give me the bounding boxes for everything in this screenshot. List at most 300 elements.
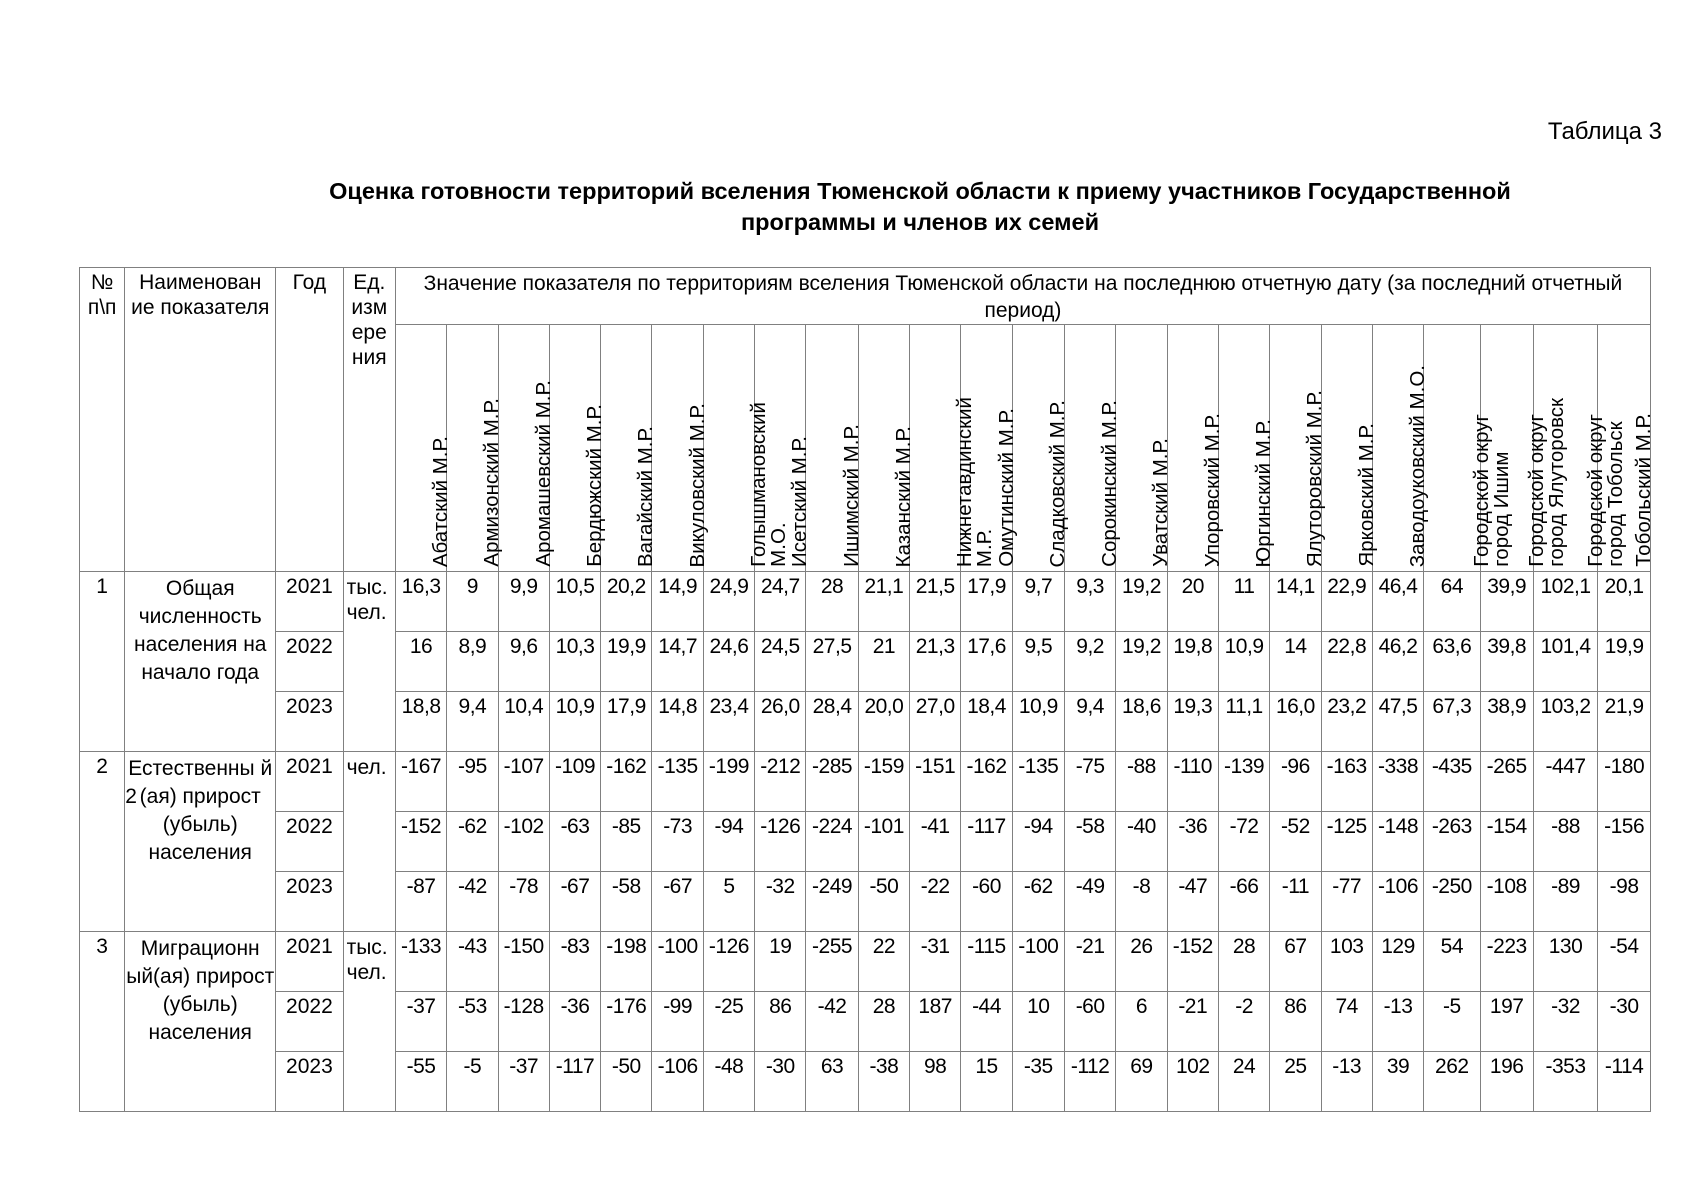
value-cell: 14,7 <box>652 632 703 692</box>
value-cell: -106 <box>652 1052 703 1112</box>
value-cell: -167 <box>395 752 446 812</box>
value-cell: -87 <box>395 872 446 932</box>
territory-label: Сладковский М.Р. <box>1046 399 1070 567</box>
indicator-index: 1 <box>80 572 125 752</box>
value-cell: 98 <box>910 1052 961 1112</box>
value-cell: -125 <box>1321 812 1372 872</box>
value-cell: -88 <box>1533 812 1597 872</box>
value-cell: 6 <box>1116 992 1167 1052</box>
value-cell: -42 <box>447 872 498 932</box>
value-cell: -100 <box>652 932 703 992</box>
value-cell: -152 <box>395 812 446 872</box>
table-row <box>80 632 1651 692</box>
territory-label: Армизонский М.Р. <box>480 398 504 567</box>
table-row <box>80 812 1651 872</box>
value-cell: 23,2 <box>1321 692 1372 752</box>
value-cell: 10,5 <box>549 572 600 632</box>
value-cell: -159 <box>858 752 909 812</box>
value-cell: 20,1 <box>1598 572 1651 632</box>
value-cell: -35 <box>1012 1052 1064 1112</box>
territory-label: Аромашевский М.Р. <box>531 380 555 567</box>
value-cell: -52 <box>1270 812 1321 872</box>
header-territory <box>395 325 453 572</box>
value-cell: 86 <box>755 992 806 1052</box>
value-cell: -67 <box>652 872 703 932</box>
value-cell: -53 <box>447 992 498 1052</box>
indicator-name <box>125 572 276 752</box>
value-cell: -212 <box>755 752 806 812</box>
territory-label: Казанский М.Р. <box>891 425 915 567</box>
value-cell: 11 <box>1218 572 1269 632</box>
value-cell: -96 <box>1270 752 1321 812</box>
value-cell: -48 <box>703 1052 754 1112</box>
header-year: Год <box>276 268 343 572</box>
value-cell: 14,8 <box>652 692 703 752</box>
header-territory <box>755 325 812 572</box>
header-territory <box>858 325 915 572</box>
value-cell: -135 <box>1012 752 1064 812</box>
indicator-index: 3 <box>80 932 125 1112</box>
value-cell: -78 <box>498 872 549 932</box>
value-cell: -156 <box>1598 812 1651 872</box>
value-cell: -126 <box>755 812 806 872</box>
value-cell: 21,9 <box>1598 692 1651 752</box>
value-cell: 24,6 <box>703 632 754 692</box>
value-cell: -44 <box>961 992 1012 1052</box>
territory-label: Городской округ город Тобольск <box>1583 414 1627 567</box>
value-cell: -117 <box>549 1052 600 1112</box>
value-cell: -21 <box>1064 932 1115 992</box>
territory-label: Сорокинский М.Р. <box>1098 400 1122 567</box>
value-cell: 19,8 <box>1167 632 1218 692</box>
value-cell: -95 <box>447 752 498 812</box>
indicator-name <box>125 932 276 1112</box>
value-cell: -447 <box>1533 752 1597 812</box>
header-territory <box>498 325 555 572</box>
value-cell: -58 <box>1064 812 1115 872</box>
value-cell: -180 <box>1598 752 1651 812</box>
indicator-index: 2 <box>80 752 125 932</box>
value-cell: -85 <box>601 812 652 872</box>
stray-mark: 2 <box>125 785 137 808</box>
value-cell: -101 <box>858 812 909 872</box>
value-cell: 9,6 <box>498 632 549 692</box>
value-cell: -176 <box>601 992 652 1052</box>
value-cell: 10 <box>1012 992 1064 1052</box>
value-cell: 10,9 <box>549 692 600 752</box>
header-territory <box>1372 325 1429 572</box>
value-cell: -62 <box>1012 872 1064 932</box>
value-cell: 17,9 <box>961 572 1012 632</box>
value-cell: 15 <box>961 1052 1012 1112</box>
value-cell: -265 <box>1480 752 1533 812</box>
value-cell: -199 <box>703 752 754 812</box>
year-cell: 2023 <box>276 872 343 932</box>
value-cell: 22,8 <box>1321 632 1372 692</box>
value-cell: 21,1 <box>858 572 909 632</box>
year-cell: 2022 <box>276 812 343 872</box>
value-cell: -83 <box>549 932 600 992</box>
value-cell: 19,2 <box>1116 572 1167 632</box>
value-cell: -115 <box>961 932 1012 992</box>
value-cell: -58 <box>601 872 652 932</box>
header-number: № п\п <box>80 268 125 572</box>
territory-label: Ярковский М.Р. <box>1354 423 1378 567</box>
value-cell: 9 <box>447 572 498 632</box>
territory-label: Городской округ город Ялуторовск <box>1524 398 1568 567</box>
header-territory <box>1533 325 1627 572</box>
indicator-name-text: Миграционн ый(ая) прирост (убыль) населения <box>126 937 275 1044</box>
value-cell: -106 <box>1372 872 1423 932</box>
header-territory <box>652 325 709 572</box>
value-cell: 5 <box>703 872 754 932</box>
value-cell: -32 <box>1533 992 1597 1052</box>
value-cell: -21 <box>1167 992 1218 1052</box>
value-cell: 14,9 <box>652 572 703 632</box>
table-row <box>80 752 1651 812</box>
value-cell: 69 <box>1116 1052 1167 1112</box>
value-cell: -150 <box>498 932 549 992</box>
value-cell: -49 <box>1064 872 1115 932</box>
value-cell: 10,9 <box>1012 692 1064 752</box>
header-territory <box>1424 325 1513 572</box>
value-cell: -249 <box>806 872 858 932</box>
value-cell: 39 <box>1372 1052 1423 1112</box>
value-cell: 22,9 <box>1321 572 1372 632</box>
value-cell: 28,4 <box>806 692 858 752</box>
value-cell: -152 <box>1167 932 1218 992</box>
value-cell: -162 <box>961 752 1012 812</box>
value-cell: -50 <box>601 1052 652 1112</box>
value-cell: 39,8 <box>1480 632 1533 692</box>
unit-cell: чел. <box>343 752 395 932</box>
territory-label: Ишимский М.Р. <box>840 424 864 567</box>
value-cell: 19 <box>755 932 806 992</box>
header-territory <box>1480 325 1568 572</box>
table-number-label: Таблица 3 <box>1547 118 1662 145</box>
value-cell: 20 <box>1167 572 1218 632</box>
value-cell: 10,3 <box>549 632 600 692</box>
value-cell: -109 <box>549 752 600 812</box>
year-cell: 2023 <box>276 692 343 752</box>
table-row <box>80 932 1651 992</box>
territory-label: Голышмановский М.О. <box>746 402 790 567</box>
value-cell: -223 <box>1480 932 1533 992</box>
value-cell: -31 <box>910 932 961 992</box>
value-cell: 24,5 <box>755 632 806 692</box>
value-cell: 129 <box>1372 932 1423 992</box>
territory-label: Ялуторовский М.Р. <box>1303 389 1327 567</box>
value-cell: 28 <box>858 992 909 1052</box>
value-cell: 28 <box>806 572 858 632</box>
header-territory <box>806 325 864 572</box>
value-cell: 19,2 <box>1116 632 1167 692</box>
value-cell: -5 <box>447 1052 498 1112</box>
value-cell: 9,2 <box>1064 632 1115 692</box>
value-cell: -112 <box>1064 1052 1115 1112</box>
header-territory <box>1218 325 1276 572</box>
value-cell: 10,9 <box>1218 632 1269 692</box>
value-cell: -42 <box>806 992 858 1052</box>
value-cell: 67 <box>1270 932 1321 992</box>
value-cell: 187 <box>910 992 961 1052</box>
value-cell: -67 <box>549 872 600 932</box>
indicator-name-text: Общая численность населения на начало года <box>133 577 267 684</box>
value-cell: -41 <box>910 812 961 872</box>
value-cell: -13 <box>1372 992 1423 1052</box>
value-cell: 17,6 <box>961 632 1012 692</box>
value-cell: -139 <box>1218 752 1269 812</box>
value-cell: -2 <box>1218 992 1269 1052</box>
value-cell: 10,4 <box>498 692 549 752</box>
territory-label: Абатский М.Р. <box>429 435 453 567</box>
value-cell: 20,0 <box>858 692 909 752</box>
value-cell: 24,9 <box>703 572 754 632</box>
value-cell: 74 <box>1321 992 1372 1052</box>
value-cell: -126 <box>703 932 754 992</box>
value-cell: -255 <box>806 932 858 992</box>
value-cell: 26,0 <box>755 692 806 752</box>
value-cell: -117 <box>961 812 1012 872</box>
territory-label: Викуловский М.Р. <box>685 402 709 567</box>
value-cell: -25 <box>703 992 754 1052</box>
value-cell: 16 <box>395 632 446 692</box>
value-cell: 101,4 <box>1533 632 1597 692</box>
value-cell: -435 <box>1424 752 1480 812</box>
value-cell: -99 <box>652 992 703 1052</box>
header-territories-group: Значение показателя по территориям вселения Тюменской области на последнюю отчетную дату (за последний отчетный период) <box>395 268 1650 325</box>
value-cell: -224 <box>806 812 858 872</box>
value-cell: 63 <box>806 1052 858 1112</box>
value-cell: 27,0 <box>910 692 961 752</box>
value-cell: 14,1 <box>1270 572 1321 632</box>
value-cell: 27,5 <box>806 632 858 692</box>
value-cell: 28 <box>1218 932 1269 992</box>
value-cell: -8 <box>1116 872 1167 932</box>
value-cell: -36 <box>549 992 600 1052</box>
value-cell: 262 <box>1424 1052 1480 1112</box>
territory-label: Бердюжский М.Р. <box>583 404 606 567</box>
value-cell: 19,9 <box>1598 632 1651 692</box>
value-cell: 19,9 <box>601 632 652 692</box>
value-cell: -37 <box>395 992 446 1052</box>
value-cell: 18,4 <box>961 692 1012 752</box>
value-cell: 39,9 <box>1480 572 1533 632</box>
value-cell: 22 <box>858 932 909 992</box>
value-cell: -128 <box>498 992 549 1052</box>
territory-label: Упоровский М.Р. <box>1200 412 1224 567</box>
header-territory <box>1321 325 1378 572</box>
value-cell: 17,9 <box>601 692 652 752</box>
value-cell: -54 <box>1598 932 1651 992</box>
value-cell: -148 <box>1372 812 1423 872</box>
value-cell: 9,3 <box>1064 572 1115 632</box>
value-cell: 9,5 <box>1012 632 1064 692</box>
value-cell: 54 <box>1424 932 1480 992</box>
header-territory <box>961 325 1018 572</box>
value-cell: 102,1 <box>1533 572 1597 632</box>
value-cell: -13 <box>1321 1052 1372 1112</box>
value-cell: -88 <box>1116 752 1167 812</box>
header-territory <box>1116 325 1173 572</box>
title-line-2: программы и членов их семей <box>740 209 1100 235</box>
value-cell: -63 <box>549 812 600 872</box>
value-cell: -162 <box>601 752 652 812</box>
value-cell: -353 <box>1533 1052 1597 1112</box>
value-cell: -133 <box>395 932 446 992</box>
value-cell: 24 <box>1218 1052 1269 1112</box>
value-cell: 103 <box>1321 932 1372 992</box>
table-row <box>80 1052 1651 1112</box>
value-cell: -22 <box>910 872 961 932</box>
value-cell: 64 <box>1424 572 1480 632</box>
table-row <box>80 692 1651 752</box>
value-cell: 25 <box>1270 1052 1321 1112</box>
value-cell: -37 <box>498 1052 549 1112</box>
value-cell: 46,2 <box>1372 632 1423 692</box>
value-cell: -154 <box>1480 812 1533 872</box>
header-territory <box>549 325 606 572</box>
data-table <box>79 267 1656 1112</box>
value-cell: -60 <box>1064 992 1115 1052</box>
value-cell: -72 <box>1218 812 1269 872</box>
value-cell: -98 <box>1598 872 1651 932</box>
value-cell: 18,8 <box>395 692 446 752</box>
value-cell: 19,3 <box>1167 692 1218 752</box>
value-cell: 9,7 <box>1012 572 1064 632</box>
value-cell: -89 <box>1533 872 1597 932</box>
year-cell: 2022 <box>276 632 343 692</box>
value-cell: 9,9 <box>498 572 549 632</box>
value-cell: 21,3 <box>910 632 961 692</box>
value-cell: -62 <box>447 812 498 872</box>
year-cell: 2021 <box>276 572 343 632</box>
indicator-name-text: Естественны й (ая) прирост (убыль) населения <box>128 757 273 864</box>
header-territory <box>1598 325 1656 572</box>
year-cell: 2021 <box>276 752 343 812</box>
value-cell: 8,9 <box>447 632 498 692</box>
value-cell: 102 <box>1167 1052 1218 1112</box>
value-cell: -55 <box>395 1052 446 1112</box>
territory-label: Уватский М.Р. <box>1149 438 1173 567</box>
value-cell: -94 <box>1012 812 1064 872</box>
value-cell: 38,9 <box>1480 692 1533 752</box>
value-cell: 16,3 <box>395 572 446 632</box>
value-cell: -198 <box>601 932 652 992</box>
value-cell: 24,7 <box>755 572 806 632</box>
year-cell: 2021 <box>276 932 343 992</box>
value-cell: -94 <box>703 812 754 872</box>
year-cell: 2023 <box>276 1052 343 1112</box>
value-cell: 196 <box>1480 1052 1533 1112</box>
header-indicator-name: Наименован ие показателя <box>125 268 276 572</box>
value-cell: 21 <box>858 632 909 692</box>
value-cell: -100 <box>1012 932 1064 992</box>
table-row <box>80 872 1651 932</box>
value-cell: -151 <box>910 752 961 812</box>
header-territory <box>1270 325 1327 572</box>
unit-cell: тыс. чел. <box>343 932 395 1112</box>
value-cell: 14 <box>1270 632 1321 692</box>
value-cell: -285 <box>806 752 858 812</box>
value-cell: 9,4 <box>1064 692 1115 752</box>
table-row <box>80 992 1651 1052</box>
value-cell: 26 <box>1116 932 1167 992</box>
value-cell: -50 <box>858 872 909 932</box>
value-cell: -38 <box>858 1052 909 1112</box>
value-cell: -163 <box>1321 752 1372 812</box>
territory-label: Исетский М.Р. <box>788 436 812 567</box>
year-cell: 2022 <box>276 992 343 1052</box>
value-cell: -110 <box>1167 752 1218 812</box>
document-title <box>200 176 1640 238</box>
value-cell: -47 <box>1167 872 1218 932</box>
header-territory <box>1012 325 1070 572</box>
value-cell: -73 <box>652 812 703 872</box>
value-cell: 197 <box>1480 992 1533 1052</box>
value-cell: -5 <box>1424 992 1480 1052</box>
value-cell: -75 <box>1064 752 1115 812</box>
value-cell: -36 <box>1167 812 1218 872</box>
value-cell: -66 <box>1218 872 1269 932</box>
title-line-1: Оценка готовности территорий вселения Тюменской области к приему участников Государственной <box>329 178 1511 204</box>
value-cell: -40 <box>1116 812 1167 872</box>
value-cell: -250 <box>1424 872 1480 932</box>
value-cell: 103,2 <box>1533 692 1597 752</box>
value-cell: -108 <box>1480 872 1533 932</box>
indicator-name <box>125 752 276 932</box>
value-cell: 11,1 <box>1218 692 1269 752</box>
value-cell: -114 <box>1598 1052 1651 1112</box>
value-cell: 130 <box>1533 932 1597 992</box>
value-cell: -30 <box>1598 992 1651 1052</box>
unit-cell: тыс. чел. <box>343 572 395 752</box>
value-cell: -102 <box>498 812 549 872</box>
value-cell: 18,6 <box>1116 692 1167 752</box>
value-cell: 67,3 <box>1424 692 1480 752</box>
value-cell: 47,5 <box>1372 692 1423 752</box>
header-territory <box>1167 325 1224 572</box>
table-row <box>80 572 1651 632</box>
value-cell: -77 <box>1321 872 1372 932</box>
value-cell: 21,5 <box>910 572 961 632</box>
header-territory <box>910 325 997 572</box>
value-cell: 86 <box>1270 992 1321 1052</box>
value-cell: -30 <box>755 1052 806 1112</box>
territory-label: Нижнетавдинский М.Р. <box>953 396 997 567</box>
value-cell: 23,4 <box>703 692 754 752</box>
territory-label: Юргинский М.Р. <box>1252 418 1276 567</box>
value-cell: 16,0 <box>1270 692 1321 752</box>
value-cell: -11 <box>1270 872 1321 932</box>
value-cell: -107 <box>498 752 549 812</box>
value-cell: -338 <box>1372 752 1423 812</box>
value-cell: -263 <box>1424 812 1480 872</box>
header-territory <box>601 325 658 572</box>
value-cell: -60 <box>961 872 1012 932</box>
header-territory <box>1064 325 1122 572</box>
header-unit: Ед. изм ере ния <box>343 268 395 572</box>
value-cell: -43 <box>447 932 498 992</box>
header-territory <box>703 325 790 572</box>
value-cell: -32 <box>755 872 806 932</box>
value-cell: 20,2 <box>601 572 652 632</box>
territory-label: Омутинский М.Р. <box>994 408 1018 567</box>
value-cell: 46,4 <box>1372 572 1423 632</box>
value-cell: 9,4 <box>447 692 498 752</box>
value-cell: 63,6 <box>1424 632 1480 692</box>
territory-label: Заводоуковский М.О. <box>1406 364 1429 567</box>
